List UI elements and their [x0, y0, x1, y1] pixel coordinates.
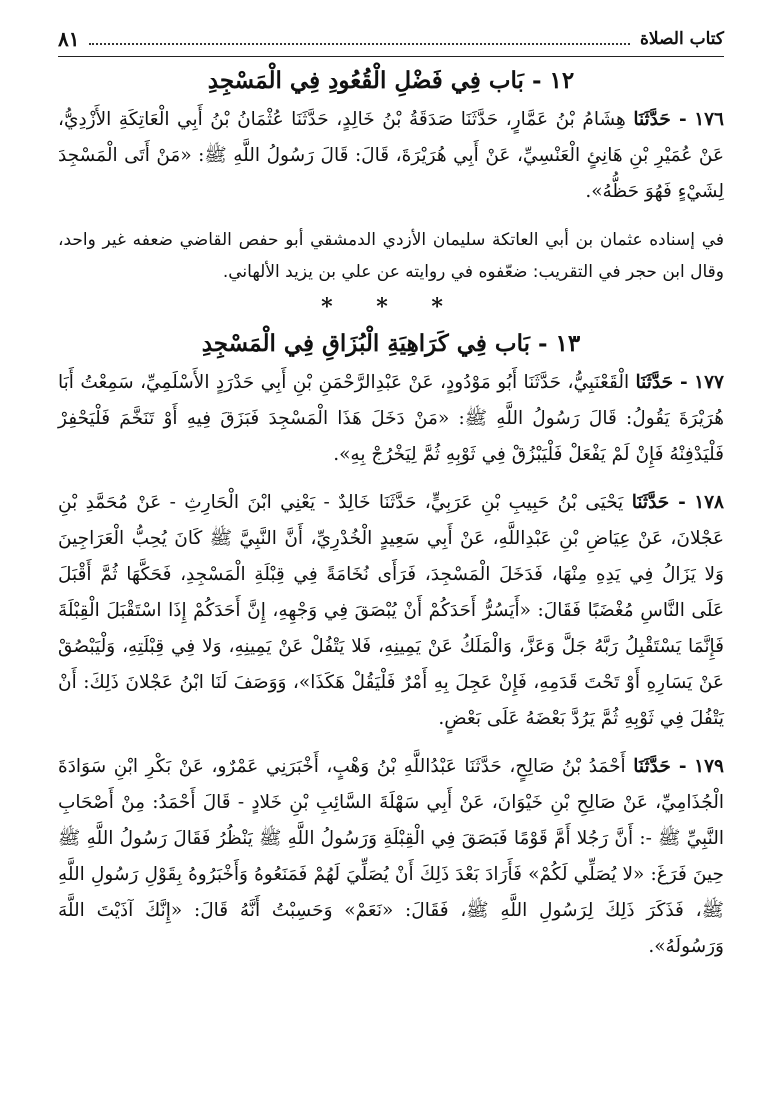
hadith-number: ١٧٦	[694, 109, 724, 130]
hadith-paragraph: ١٧٩ - حَدَّثَنَا أَحْمَدُ بْنُ صَالِحٍ، حَدَّثَنَا عَبْدُاللَّهِ بْنُ وَهْبٍ، أَخْبَرَنِي عَمْرٌو، عَنْ بَكْرِ ابْنِ سَوَادَةَ الْجُذَامِيِّ، عَنْ صَالِحِ بْنِ خَيْوَانَ، عَنْ أَبِي سَهْلَةَ السَّائِبِ بْنِ خَلادٍ - قَالَ أَحْمَدُ: مِنْ أَصْحَابِ النَّبِيِّ ﷺ -: أَنَّ رَجُلا أَمَّ قَوْمًا فَبَصَقَ فِي الْقِبْلَةِ وَرَسُولُ اللَّهِ ﷺ يَنْظُرُ فَقَالَ رَسُولُ اللَّهِ ﷺ حِينَ فَرَغَ: «لا يُصَلِّي لَكُمْ» فَأَرَادَ بَعْدَ ذَلِكَ أَنْ يُصَلِّيَ لَهُمْ فَمَنَعُوهُ وَأَخْبَرُوهُ بِقَوْلِ رَسُولِ اللَّهِ ﷺ، فَذَكَرَ ذَلِكَ لِرَسُولِ اللَّهِ ﷺ، فَقَالَ: «نَعَمْ» وَحَسِبْتُ أَنَّهُ قَالَ: «إِنَّكَ آذَيْتَ اللَّهَ وَرَسُولَهُ».	[58, 756, 724, 957]
dotted-leader	[89, 33, 629, 45]
hadith-lead: حَدَّثَنَا	[635, 372, 674, 393]
hadith-lead: حَدَّثَنَا	[633, 109, 671, 130]
hadith-text: أَحْمَدُ بْنُ صَالِحٍ، حَدَّثَنَا عَبْدُاللَّهِ بْنُ وَهْبٍ، أَخْبَرَنِي عَمْرٌو، عَنْ بَكْرِ ابْنِ سَوَادَةَ الْجُذَامِيِّ، عَنْ صَالِحِ بْنِ خَيْوَانَ، عَنْ أَبِي سَهْلَةَ السَّائِبِ بْنِ خَلادٍ - قَالَ أَحْمَدُ: مِنْ أَصْحَابِ النَّبِيِّ ﷺ -: أَنَّ رَجُلا أَمَّ قَوْمًا فَبَصَقَ فِي الْقِبْلَةِ وَرَسُولُ اللَّهِ ﷺ يَنْظُرُ فَقَالَ رَسُولُ اللَّهِ ﷺ حِينَ فَرَغَ: «لا يُصَلِّي لَكُمْ» فَأَرَادَ بَعْدَ ذَلِكَ أَنْ يُصَلِّيَ لَهُمْ فَمَنَعُوهُ وَأَخْبَرُوهُ بِقَوْلِ رَسُولِ اللَّهِ ﷺ، فَذَكَرَ ذَلِكَ لِرَسُولِ اللَّهِ ﷺ، فَقَالَ: «نَعَمْ» وَحَسِبْتُ أَنَّهُ قَالَ: «إِنَّكَ آذَيْتَ اللَّهَ وَرَسُولَهُ».	[58, 756, 724, 957]
page-number: ٨١	[58, 27, 80, 51]
hadith-paragraph: ١٧٨ - حَدَّثَنَا يَحْيَى بْنُ حَبِيبِ بْنِ عَرَبِيٍّ، حَدَّثَنَا خَالِدٌ - يَعْنِي ابْنَ الْحَارِثِ - عَنْ مُحَمَّدِ بْنِ عَجْلانَ، عَنْ عِيَاضِ بْنِ عَبْدِاللَّهِ، عَنْ أَبِي سَعِيدٍ الْخُدْرِيِّ، أَنَّ النَّبِيَّ ﷺ كَانَ يُحِبُّ الْعَرَاجِينَ وَلا يَزَالُ فِي يَدِهِ مِنْهَا، فَدَخَلَ الْمَسْجِدَ، فَرَأَى نُخَامَةً فِي قِبْلَةِ الْمَسْجِدِ، فَحَكَّهَا ثُمَّ أَقْبَلَ عَلَى النَّاسِ مُغْضَبًا فَقَالَ: «أَيَسُرُّ أَحَدَكُمْ أَنْ يُبْصَقَ فِي وَجْهِهِ، إِنَّ أَحَدَكُمْ إِذَا اسْتَقْبَلَ الْقِبْلَةَ فَإِنَّمَا يَسْتَقْبِلُ رَبَّهُ جَلَّ وَعَزَّ، وَالْمَلَكُ عَنْ يَمِينِهِ، فَلا يَتْفُلْ عَنْ يَمِينِهِ، وَلا فِي قِبْلَتِهِ، وَلْيَبْصُقْ عَنْ يَسَارِهِ أَوْ تَحْتَ قَدَمِهِ، فَإِنْ عَجِلَ بِهِ أَمْرٌ فَلْيَقُلْ هَكَذَا»، وَوَصَفَ لَنَا ابْنُ عَجْلانَ ذَلِكَ: أَنْ يَتْفُلَ فِي ثَوْبِهِ ثُمَّ يَرُدَّ بَعْضَهُ عَلَى بَعْضٍ.	[58, 492, 724, 729]
hadith-number: ١٧٨	[694, 492, 724, 513]
hadith-paragraph: ١٧٦ - حَدَّثَنَا هِشَامُ بْنُ عَمَّارٍ، حَدَّثَنَا صَدَقَةُ بْنُ خَالِدٍ، حَدَّثَنَا عُثْمَانُ بْنُ أَبِي الْعَاتِكَةِ الأَزْدِيُّ، عَنْ عُمَيْرِ بْنِ هَانِئٍ الْعَنْسِيِّ، عَنْ أَبِي هُرَيْرَةَ، قَالَ: قَالَ رَسُولُ اللَّهِ ﷺ: «مَنْ أَتَى الْمَسْجِدَ لِشَيْءٍ فَهُوَ حَظُّهُ».	[58, 109, 724, 202]
hadith-text: يَحْيَى بْنُ حَبِيبِ بْنِ عَرَبِيٍّ، حَدَّثَنَا خَالِدٌ - يَعْنِي ابْنَ الْحَارِثِ - عَنْ مُحَمَّدِ بْنِ عَجْلانَ، عَنْ عِيَاضِ بْنِ عَبْدِاللَّهِ، عَنْ أَبِي سَعِيدٍ الْخُدْرِيِّ، أَنَّ النَّبِيَّ ﷺ كَانَ يُحِبُّ الْعَرَاجِينَ وَلا يَزَالُ فِي يَدِهِ مِنْهَا، فَدَخَلَ الْمَسْجِدَ، فَرَأَى نُخَامَةً فِي قِبْلَةِ الْمَسْجِدِ، فَحَكَّهَا ثُمَّ أَقْبَلَ عَلَى النَّاسِ مُغْضَبًا فَقَالَ: «أَيَسُرُّ أَحَدَكُمْ أَنْ يُبْصَقَ فِي وَجْهِهِ، إِنَّ أَحَدَكُمْ إِذَا اسْتَقْبَلَ الْقِبْلَةَ فَإِنَّمَا يَسْتَقْبِلُ رَبَّهُ جَلَّ وَعَزَّ، وَالْمَلَكُ عَنْ يَمِينِهِ، فَلا يَتْفُلْ عَنْ يَمِينِهِ، وَلا فِي قِبْلَتِهِ، وَلْيَبْصُقْ عَنْ يَسَارِهِ أَوْ تَحْتَ قَدَمِهِ، فَإِنْ عَجِلَ بِهِ أَمْرٌ فَلْيَقُلْ هَكَذَا»، وَوَصَفَ لَنَا ابْنُ عَجْلانَ ذَلِكَ: أَنْ يَتْفُلَ فِي ثَوْبِهِ ثُمَّ يَرُدَّ بَعْضَهُ عَلَى بَعْضٍ.	[58, 492, 724, 729]
hadith-paragraph: ١٧٧ - حَدَّثَنَا الْقَعْنَبِيُّ، حَدَّثَنَا أَبُو مَوْدُودٍ، عَنْ عَبْدِالرَّحْمَنِ بْنِ أَبِي حَدْرَدٍ الأَسْلَمِيِّ، سَمِعْتُ أَبَا هُرَيْرَةَ يَقُولُ: قَالَ رَسُولُ اللَّهِ ﷺ: «مَنْ دَخَلَ هَذَا الْمَسْجِدَ فَبَزَقَ فِيهِ أَوْ تَنَخَّمَ فَلْيَحْفِرْ فَلْيَدْفِنْهُ فَإِنْ لَمْ يَفْعَلْ فَلْيَبْزُقْ فِي ثَوْبِهِ ثُمَّ لِيَخْرُجْ بِهِ».	[58, 372, 724, 465]
book-page	[58, 22, 724, 965]
hadith-number: ١٧٩	[694, 756, 724, 777]
hadith-text: هِشَامُ بْنُ عَمَّارٍ، حَدَّثَنَا صَدَقَةُ بْنُ خَالِدٍ، حَدَّثَنَا عُثْمَانُ بْنُ أَبِي الْعَاتِكَةِ الأَزْدِيُّ، عَنْ عُمَيْرِ بْنِ هَانِئٍ الْعَنْسِيِّ، عَنْ أَبِي هُرَيْرَةَ، قَالَ: قَالَ رَسُولُ اللَّهِ ﷺ: «مَنْ أَتَى الْمَسْجِدَ لِشَيْءٍ فَهُوَ حَظُّهُ».	[58, 109, 724, 202]
chapter-title: ١٢ - بَاب فِي فَضْلِ الْقُعُودِ فِي الْمَسْجِدِ	[207, 67, 575, 94]
isnad-note: في إسناده عثمان بن أبي العاتكة سليمان الأزدي الدمشقي أبو حفص القاضي ضعفه غير واحد، وقال ابن حجر في التقريب: ضعّفوه في روايته عن علي بن يزيد الألهاني.	[58, 230, 724, 282]
chapter-title: ١٣ - بَاب فِي كَرَاهِيَةِ الْبُزَاقِ فِي الْمَسْجِدِ	[201, 330, 581, 357]
page-header	[58, 22, 724, 57]
hadith-lead: حَدَّثَنَا	[631, 492, 670, 513]
hadith-text: الْقَعْنَبِيُّ، حَدَّثَنَا أَبُو مَوْدُودٍ، عَنْ عَبْدِالرَّحْمَنِ بْنِ أَبِي حَدْرَدٍ الأَسْلَمِيِّ، سَمِعْتُ أَبَا هُرَيْرَةَ يَقُولُ: قَالَ رَسُولُ اللَّهِ ﷺ: «مَنْ دَخَلَ هَذَا الْمَسْجِدَ فَبَزَقَ فِيهِ أَوْ تَنَخَّمَ فَلْيَحْفِرْ فَلْيَدْفِنْهُ فَإِنْ لَمْ يَفْعَلْ فَلْيَبْزُقْ فِي ثَوْبِهِ ثُمَّ لِيَخْرُجْ بِهِ».	[58, 372, 724, 465]
book-title: كتاب الصلاة	[639, 29, 724, 49]
hadith-lead: حَدَّثَنَا	[633, 756, 671, 777]
hadith-number: ١٧٧	[694, 372, 724, 393]
section-separator: * * *	[321, 294, 461, 320]
